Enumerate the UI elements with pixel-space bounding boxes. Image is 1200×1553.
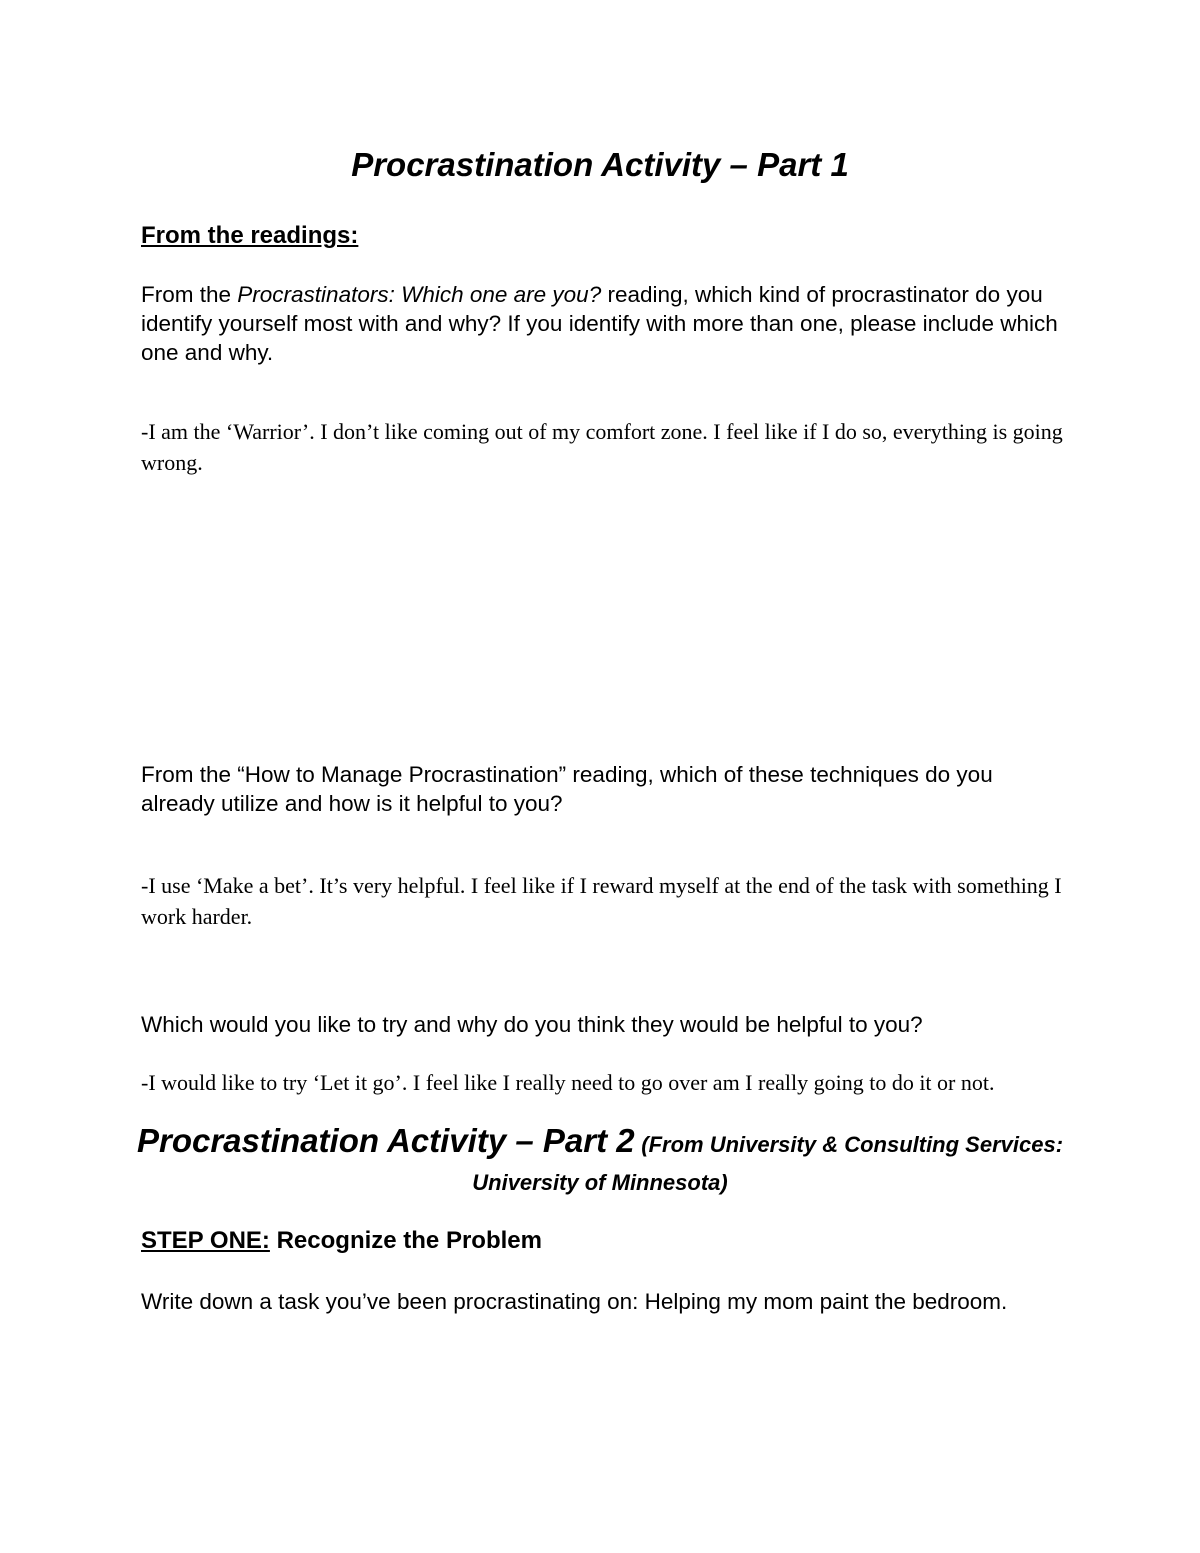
part2-title-source: (From University & Consulting Services: University of Minnesota) <box>472 1132 1064 1195</box>
step-one-text: Recognize the Problem <box>269 1227 542 1254</box>
question-1-reading-title: Procrastinators: Which one are you? <box>237 282 602 307</box>
answer-2: -I use ‘Make a bet’. It’s very helpful. I feel like if I reward myself at the end of the task with something I work harder. <box>141 873 1062 929</box>
answer-3: -I would like to try ‘Let it go’. I feel like I really need to go over am I really going to do it or not. <box>141 1070 995 1095</box>
question-4 <box>141 1287 1071 1316</box>
step-one-label: STEP ONE: <box>141 1227 270 1254</box>
part1-title: Procrastination Activity – Part 1 <box>351 146 849 183</box>
part2-title <box>100 1122 1100 1202</box>
answer-1: -I am the ‘Warrior’. I don’t like coming out of my comfort zone. I feel like if I do so, everything is going wrong. <box>141 419 1063 475</box>
answer-4: Helping my mom paint the bedroom. <box>644 1289 1008 1314</box>
question-1-prefix: From the <box>141 282 238 307</box>
question-1-suffix: reading, which kind of procrastinator do you identify yourself most with and why? If you identify with more than one, please include which one and why. <box>141 282 1058 365</box>
question-2: From the “How to Manage Procrastination” reading, which of these techniques do you already utilize and how is it helpful to you? <box>141 762 993 816</box>
question-1 <box>141 280 1071 367</box>
question-3: Which would you like to try and why do you think they would be helpful to you? <box>141 1012 923 1037</box>
part2-title-main: Procrastination Activity – Part 2 <box>136 1122 635 1159</box>
section-heading-readings: From the readings: <box>141 222 359 249</box>
question-4-prompt: Write down a task you’ve been procrastinating on: <box>141 1289 645 1314</box>
step-one-heading <box>141 1226 542 1256</box>
